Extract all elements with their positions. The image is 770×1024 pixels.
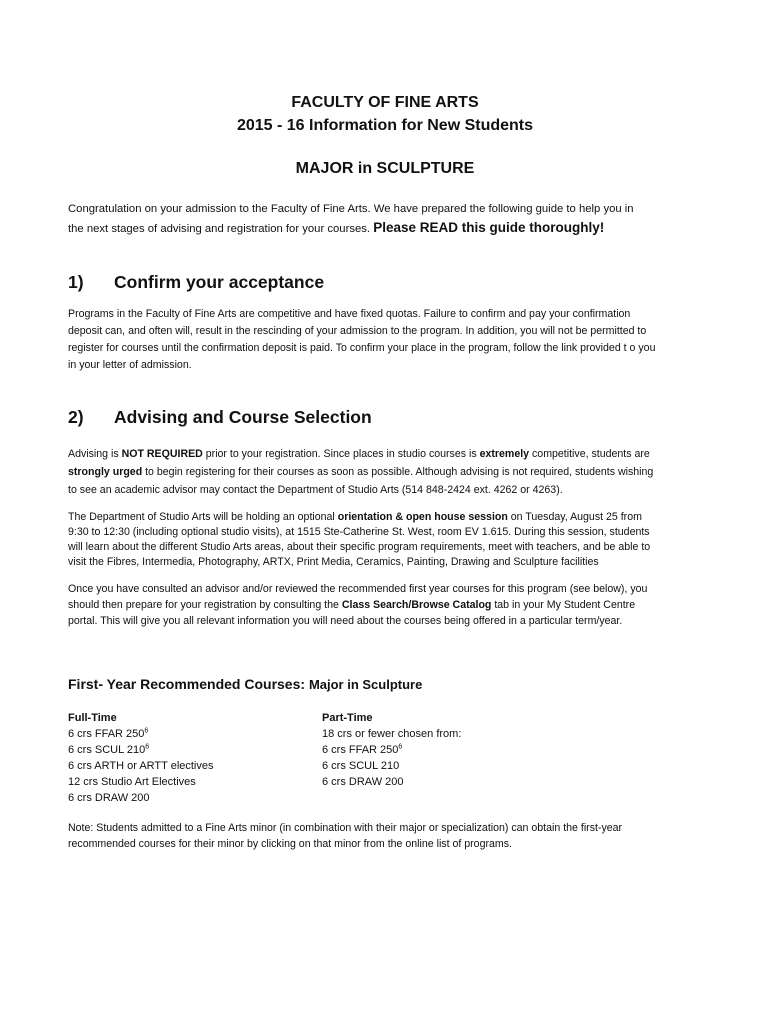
text-run: tab in your My Student Centre	[491, 599, 636, 611]
section-1-heading: Confirm your acceptance	[114, 272, 325, 292]
course-item: 6 crs DRAW 200	[68, 792, 150, 804]
course-text: 6 crs SCUL 210	[68, 744, 146, 756]
text-run: competitive, students are	[529, 448, 650, 460]
recommended-subtitle: Major in Sculpture	[308, 677, 423, 692]
text-run: prior to your registration. Since places in studio courses is	[202, 448, 480, 460]
section-1-line: deposit can, and often will, result in the rescinding of your admission to the program. In addition, you will not be permitted to	[68, 325, 647, 337]
course-text: 6 crs FFAR 250	[68, 728, 145, 740]
major-title: MAJOR in SCULPTURE	[295, 160, 475, 177]
orientation-line-4: visit the Fibres, Intermedia, Photography, ARTX, Print Media, Ceramics, Painting, Drawing and Sculpture facilities	[68, 556, 599, 568]
recommended-heading	[68, 676, 422, 692]
not-required-bold: NOT REQUIRED	[121, 448, 203, 460]
strongly-urged-bold: strongly urged	[68, 466, 143, 478]
note-line-2: recommended courses for their minor by clicking on that minor from the online list of programs.	[68, 838, 512, 850]
fulltime-label: Full-Time	[68, 712, 117, 724]
text-run: should then prepare for your registration by consulting the	[68, 599, 342, 611]
advising-line-1	[68, 446, 650, 463]
section-2-heading: Advising and Course Selection	[114, 407, 372, 427]
text-run: Advising is	[68, 448, 122, 460]
course-item: 12 crs Studio Art Electives	[68, 776, 196, 788]
note-line-1: Note: Students admitted to a Fine Arts minor (in combination with their major or specialization) can obtain the first-year	[68, 822, 623, 834]
course-item: 6 crs ARTH or ARTT electives	[68, 760, 214, 772]
info-title: 2015 - 16 Information for New Students	[236, 117, 534, 134]
orientation-line-3: will learn about the different Studio Arts areas, about their specific program requirements, meet with teachers, and be able to	[68, 541, 651, 553]
course-text: 6 crs FFAR 250	[322, 744, 399, 756]
consult-line-3: portal. This will give you all relevant information you will need about the courses being offered in a particular term/year.	[68, 615, 623, 627]
advising-line-3: to see an academic advisor may contact the Department of Studio Arts (514 848-2424 ext. 4262 or 4263).	[68, 484, 563, 496]
course-item	[68, 726, 214, 742]
course-item: 6 crs SCUL 210	[322, 760, 400, 772]
footnote-mark: 6	[145, 743, 150, 751]
parttime-column	[322, 710, 461, 790]
course-item	[322, 742, 461, 758]
text-run: on Tuesday, August 25 from	[507, 511, 642, 523]
section-1-number: 1)	[68, 272, 84, 292]
orientation-bold: orientation & open house session	[337, 511, 508, 523]
text-run: to begin registering for their courses as soon as possible. Although advising is not required, students wishing	[142, 466, 654, 478]
intro-line-1: Congratulation on your admission to the Faculty of Fine Arts. We have prepared the following guide to help you in	[68, 203, 634, 215]
course-item: 6 crs DRAW 200	[322, 776, 404, 788]
fulltime-column	[68, 710, 214, 806]
section-2-number: 2)	[68, 407, 84, 427]
consult-line-1: Once you have consulted an advisor and/or reviewed the recommended first year courses for this program (see below), you	[68, 583, 648, 595]
footnote-mark: 6	[144, 727, 149, 735]
class-search-bold: Class Search/Browse Catalog	[341, 599, 492, 611]
course-item	[68, 742, 214, 758]
faculty-title: FACULTY OF FINE ARTS	[291, 94, 479, 111]
orientation-line-2: 9:30 to 12:30 (including optional studio visits), at 1515 Ste-Catherine St. West, room EV 1.615. During this session, students	[68, 526, 650, 538]
footnote-mark: 6	[398, 743, 403, 751]
recommended-title: First- Year Recommended Courses:	[68, 676, 306, 692]
parttime-label: Part-Time	[322, 712, 373, 724]
extremely-bold: extremely	[479, 448, 530, 460]
text-run: The Department of Studio Arts will be holding an optional	[68, 511, 338, 523]
section-1-line: in your letter of admission.	[68, 359, 192, 371]
course-item: 18 crs or fewer chosen from:	[322, 728, 462, 740]
intro-line-2	[68, 219, 604, 238]
consult-line-2	[68, 597, 635, 614]
intro-text: the next stages of advising and registration for your courses.	[68, 223, 371, 235]
advising-line-2	[68, 464, 653, 481]
section-1-line: register for courses until the confirmation deposit is paid. To confirm your place in the program, follow the link provided t o you	[68, 342, 656, 354]
intro-emphasis: Please READ this guide thoroughly!	[373, 220, 605, 235]
section-1-line: Programs in the Faculty of Fine Arts are competitive and have fixed quotas. Failure to confirm and pay your confirmation	[68, 308, 631, 320]
